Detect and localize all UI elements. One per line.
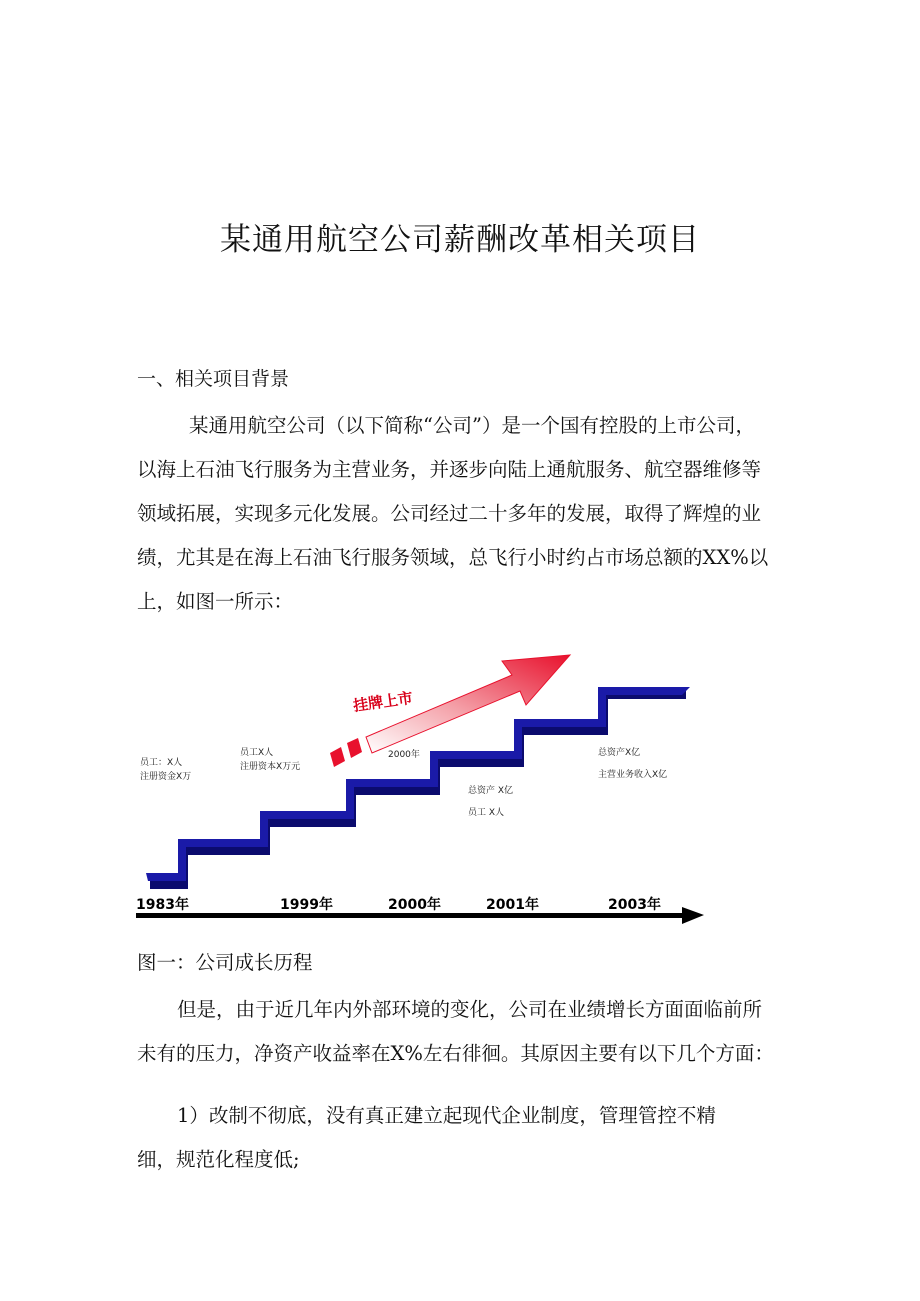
note-1999-capital: 注册资本X万元 — [240, 762, 301, 772]
paragraph-line: 绩，尤其是在海上石油飞行服务领域，总飞行小时约占市场总额的XX%以 — [137, 546, 769, 569]
note-2003-assets: 总资产X亿 — [598, 748, 641, 758]
paragraph-reason-1-cont — [137, 1138, 797, 1182]
year-label-1999: 1999年 — [280, 897, 333, 913]
paragraph-line: 1）改制不彻底，没有真正建立起现代企业制度，管理管控不精 — [177, 1104, 716, 1127]
note-2001-staff: 员工 X人 — [468, 808, 505, 818]
year-label-2000: 2000年 — [388, 897, 441, 913]
year-label-2001: 2001年 — [486, 897, 539, 913]
ipo-label: 挂牌上市 — [352, 688, 414, 715]
note-1983-capital: 注册资金X万 — [140, 772, 192, 782]
paragraph-background — [137, 404, 797, 624]
year-label-1983: 1983年 — [136, 897, 189, 913]
section-heading: 一、相关项目背景 — [137, 368, 290, 390]
paragraph-reason-1 — [137, 1094, 797, 1138]
paragraph-pressure — [137, 988, 797, 1076]
paragraph-line: 但是，由于近几年内外部环境的变化，公司在业绩增长方面面临前所 — [177, 998, 763, 1021]
figure-caption: 图一：公司成长历程 — [137, 951, 313, 974]
note-2003-revenue: 主营业务收入X亿 — [598, 770, 668, 780]
page-title: 某通用航空公司薪酬改革相关项目 — [220, 222, 700, 258]
paragraph-line: 以海上石油飞行服务为主营业务，并逐步向陆上通航服务、航空器维修等 — [137, 458, 762, 481]
note-2001-assets: 总资产 X亿 — [468, 786, 514, 796]
note-1999-staff: 员工X人 — [240, 748, 274, 758]
company-growth-figure — [130, 645, 710, 935]
paragraph-line: 领域拓展，实现多元化发展。公司经过二十多年的发展，取得了辉煌的业 — [137, 502, 762, 525]
paragraph-line: 上，如图一所示： — [137, 590, 294, 613]
paragraph-line: 未有的压力，净资产收益率在X%左右徘徊。其原因主要有以下几个方面： — [137, 1042, 774, 1065]
paragraph-line: 细，规范化程度低; — [137, 1148, 300, 1171]
note-1983-staff: 员工：X人 — [140, 758, 183, 768]
paragraph-line: 某通用航空公司（以下简称“公司”）是一个国有控股的上市公司， — [189, 414, 755, 437]
year-label-2003: 2003年 — [608, 897, 661, 913]
ipo-year-label: 2000年 — [388, 750, 420, 760]
